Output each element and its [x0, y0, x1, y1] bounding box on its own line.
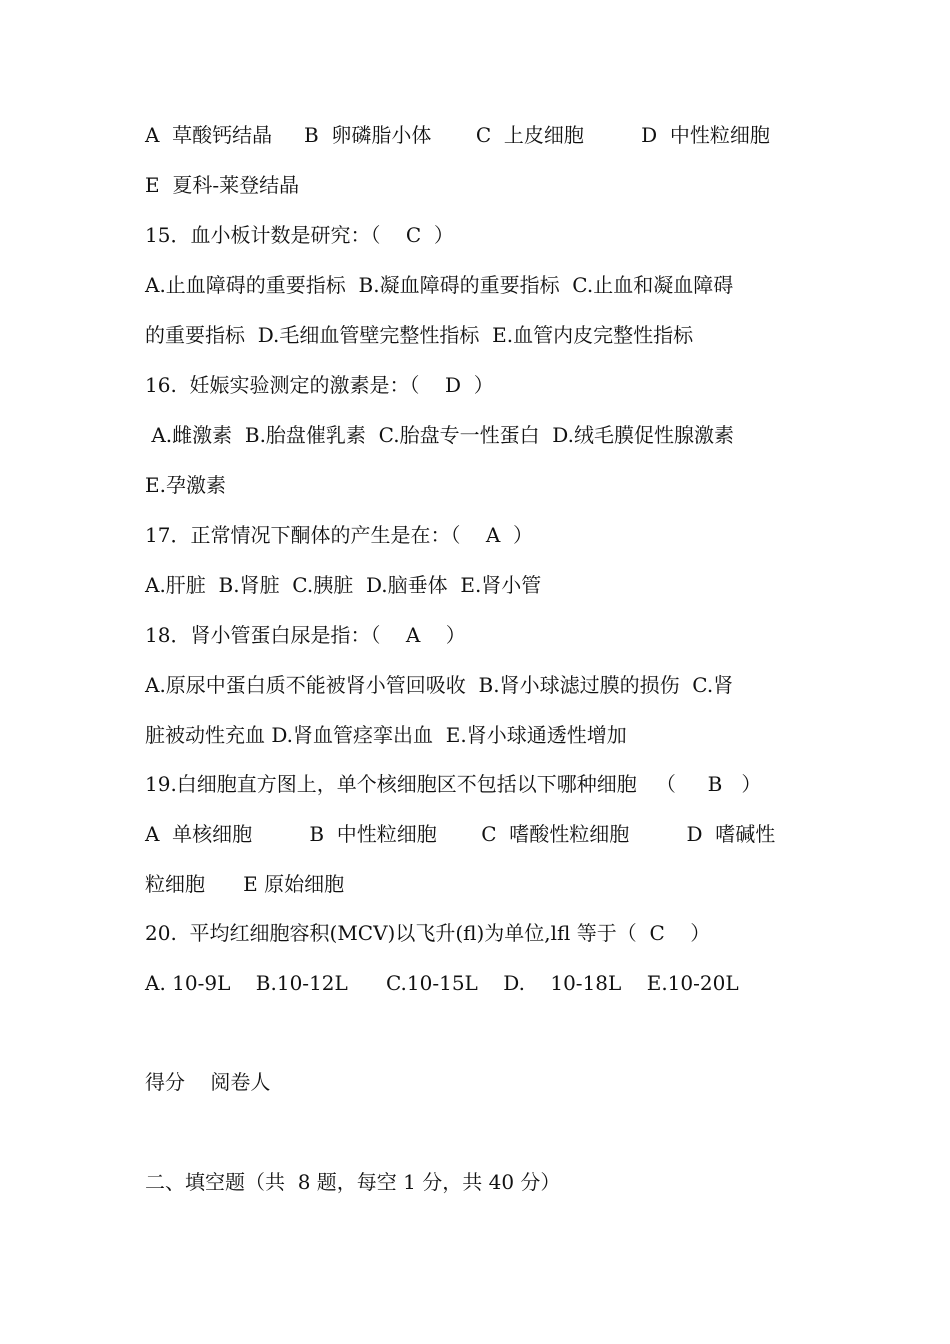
q17-question: 17．正常情况下酮体的产生是在：（ A ） [145, 523, 534, 547]
q14-options-line-2: E 夏科-莱登结晶 [145, 173, 300, 197]
q16-question: 16. 妊娠实验测定的激素是：（ D ） [145, 373, 494, 397]
q15-options-line-1: A.止血障碍的重要指标 B.凝血障碍的重要指标 C.止血和凝血障碍 [145, 273, 734, 297]
q20-options: A. 10-9L B.10-12L C.10-15L D. 10-18L E.10-20L [145, 971, 739, 995]
q17-options: A.肝脏 B.肾脏 C.胰脏 D.脑垂体 E.肾小管 [145, 573, 542, 597]
score-reviewer-label: 得分 阅卷人 [145, 1070, 271, 1094]
q19-question: 19.白细胞直方图上，单个核细胞区不包括以下哪种细胞 （ B ） [145, 772, 762, 796]
q19-options-line-2: 粒细胞 E 原始细胞 [145, 872, 345, 896]
q20-question: 20. 平均红细胞容积(MCV)以飞升(fl)为单位,lfl 等于（ C ） [145, 921, 711, 945]
q15-options-line-2: 的重要指标 D.毛细血管壁完整性指标 E.血管内皮完整性指标 [145, 323, 694, 347]
q19-options-line-1: A 单核细胞 B 中性粒细胞 C 嗜酸性粒细胞 D 嗜碱性 [145, 822, 776, 846]
q14-options-line-1: A 草酸钙结晶 B 卵磷脂小体 C 上皮细胞 D 中性粒细胞 [145, 123, 770, 147]
q18-options-line-2: 脏被动性充血 D.肾血管痉挛出血 E.肾小球通透性增加 [145, 723, 627, 747]
q16-options-line-2: E.孕激素 [145, 473, 226, 497]
q18-question: 18．肾小管蛋白尿是指：（ A ） [145, 623, 466, 647]
q18-options-line-1: A.原尿中蛋白质不能被肾小管回吸收 B.肾小球滤过膜的损伤 C.肾 [145, 673, 734, 697]
q16-options-line-1: A.雌激素 B.胎盘催乳素 C.胎盘专一性蛋白 D.绒毛膜促性腺激素 [145, 423, 734, 447]
section-two-heading: 二、填空题（共 8 题，每空 1 分，共 40 分） [145, 1170, 561, 1194]
q15-question: 15．血小板计数是研究：（ C ） [145, 223, 454, 247]
